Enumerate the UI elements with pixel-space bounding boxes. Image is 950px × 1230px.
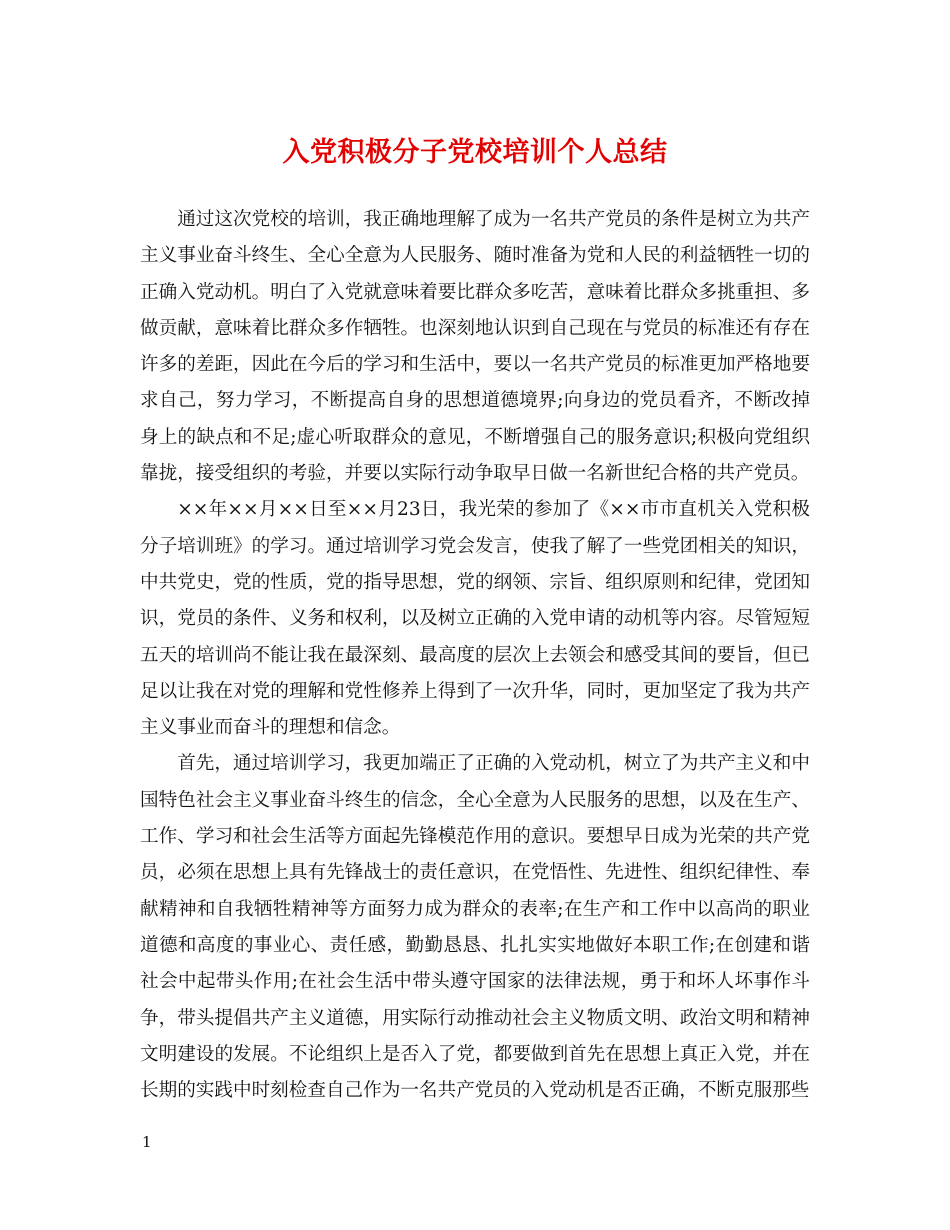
page-number: 1 <box>142 1133 152 1151</box>
document-body <box>140 202 810 1109</box>
paragraph-1: 通过这次党校的培训，我正确地理解了成为一名共产党员的条件是树立为共产主义事业奋斗终生、全心全意为人民服务、随时准备为党和人民的利益牺牲一切的正确入党动机。明白了入党就意味着要比群众多吃苦，意味着比群众多挑重担、多做贡献，意味着比群众多作牺牲。也深刻地认识到自己现在与党员的标准还有存在许多的差距，因此在今后的学习和生活中，要以一名共产党员的标准更加严格地要求自己，努力学习，不断提高自身的思想道德境界;向身边的党员看齐，不断改掉身上的缺点和不足;虚心听取群众的意见，不断增强自己的服务意识;积极向党组织靠拢，接受组织的考验，并要以实际行动争取早日做一名新世纪合格的共产党员。 <box>140 209 810 485</box>
paragraph-3: 首先，通过培训学习，我更加端正了正确的入党动机，树立了为共产主义和中国特色社会主义事业奋斗终生的信念，全心全意为人民服务的思想，以及在生产、工作、学习和社会生活等方面起先锋模范作用的意识。要想早日成为光荣的共产党员，必须在思想上具有先锋战士的责任意识，在党悟性、先进性、组织纪律性、奉献精神和自我牺牲精神等方面努力成为群众的表率;在生产和工作中以高尚的职业道德和高度的事业心、责任感，勤勤恳恳、扎扎实实地做好本职工作;在创建和谐社会中起带头作用;在社会生活中带头遵守国家的法律法规，勇于和坏人坏事作斗争，带头提倡共产主义道德，用实际行动推动社会主义物质文明、政治文明和精神文明建设的发展。不论组织上是否入了党，都要做到首先在思想上真正入党，并在长期的实践中时刻检查自己作为一名共产党员的入党动机是否正确，不断克服那些 <box>140 753 810 1102</box>
document-title: 入党积极分子党校培训个人总结 <box>282 137 668 168</box>
paragraph-2: ××年××月××日至××月23日，我光荣的参加了《××市市直机关入党积极分子培训班》的学习。通过培训学习党会发言，使我了解了一些党团相关的知识，中共党史，党的性质，党的指导思想，党的纲领、宗旨、组织原则和纪律，党团知识，党员的条件、义务和权利，以及树立正确的入党申请的动机等内容。尽管短短五天的培训尚不能让我在最深刻、最高度的层次上去领会和感受其间的要旨，但已足以让我在对党的理解和党性修养上得到了一次升华，同时，更加坚定了我为共产主义事业而奋斗的理想和信念。 <box>140 499 810 739</box>
